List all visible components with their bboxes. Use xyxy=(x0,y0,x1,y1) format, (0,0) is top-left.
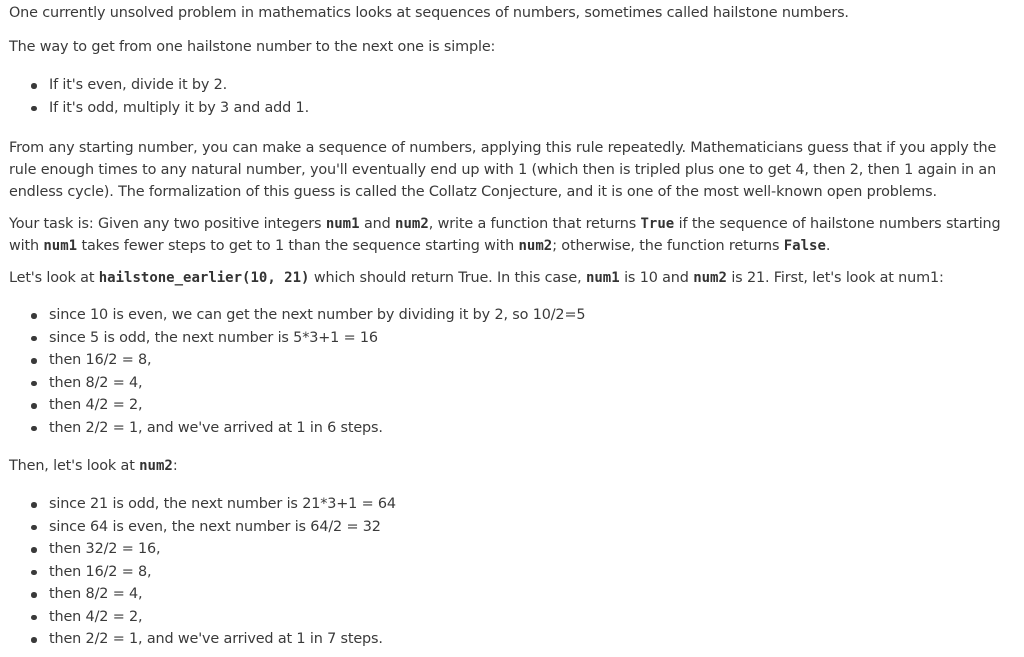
num1-step-item: since 5 is odd, the next number is 5*3+1 = 16 xyxy=(49,327,1009,350)
task-text: takes fewer steps to get to 1 than the sequence starting with xyxy=(77,238,519,254)
num2-step-item: since 64 is even, the next number is 64/2 = 32 xyxy=(49,516,1009,539)
num2-steps-list xyxy=(9,493,1009,651)
num2-step-item: then 32/2 = 16, xyxy=(49,538,1009,561)
example-text: is 21. First, let's look at num1: xyxy=(726,270,944,286)
num1-steps-list xyxy=(9,304,1009,439)
task-text: and xyxy=(359,216,396,232)
code-num2: num2 xyxy=(139,458,173,474)
task-text: if the sequence of hailstone numbers starting with xyxy=(9,216,1001,254)
num2-step-item: then 8/2 = 4, xyxy=(49,583,1009,606)
task-text: Your task is: Given any two positive integers xyxy=(9,216,326,232)
code-num1: num1 xyxy=(585,270,620,286)
num2-step-item: since 21 is odd, the next number is 21*3+1 = 64 xyxy=(49,493,1009,516)
task-text: , write a function that returns xyxy=(428,216,641,232)
num2-intro-text: Then, let's look at xyxy=(9,458,140,474)
example-paragraph xyxy=(9,267,1009,289)
code-true: True xyxy=(640,216,675,232)
num1-step-item: then 8/2 = 4, xyxy=(49,372,1009,395)
code-num1: num1 xyxy=(325,216,360,232)
num2-step-item: then 2/2 = 1, and we've arrived at 1 in 7 steps. xyxy=(49,628,1009,651)
code-num2: num2 xyxy=(518,238,553,254)
num1-step-item: then 16/2 = 8, xyxy=(49,349,1009,372)
conjecture-paragraph: From any starting number, you can make a sequence of numbers, applying this rule repeatedly. Mathematicians guess that if you apply the rule enough times to any natural number, you'll eventually end up with 1 (which then is tripled plus one to get 4, then 2, then 1 again in an endless cycle). The formalization of this guess is called the Collatz Conjecture, and it is one of the most well-known open problems. xyxy=(9,140,997,200)
rule-item-odd: If it's odd, multiply it by 3 and add 1. xyxy=(49,97,1009,120)
code-num2: num2 xyxy=(693,270,727,286)
task-paragraph xyxy=(9,213,1009,257)
num2-step-item: then 16/2 = 8, xyxy=(49,561,1009,584)
code-num2: num2 xyxy=(395,216,429,232)
intro-paragraph: One currently unsolved problem in mathematics looks at sequences of numbers, sometimes called hailstone numbers. xyxy=(9,5,849,21)
rule-item-even: If it's even, divide it by 2. xyxy=(49,74,1009,97)
rule-intro-paragraph: The way to get from one hailstone number to the next one is simple: xyxy=(9,39,496,55)
rules-list xyxy=(9,74,1009,119)
code-false: False xyxy=(783,238,826,254)
problem-description xyxy=(9,0,1009,651)
num1-step-item: then 2/2 = 1, and we've arrived at 1 in 6 steps. xyxy=(49,417,1009,440)
example-text: is 10 and xyxy=(619,270,694,286)
num2-step-item: then 4/2 = 2, xyxy=(49,606,1009,629)
task-text: . xyxy=(825,238,831,254)
example-text: Let's look at xyxy=(9,270,99,286)
num1-step-item: since 10 is even, we can get the next number by dividing it by 2, so 10/2=5 xyxy=(49,304,1009,327)
num1-step-item: then 4/2 = 2, xyxy=(49,394,1009,417)
num2-intro-paragraph xyxy=(9,455,1009,477)
num2-intro-text: : xyxy=(172,458,178,474)
task-text: ; otherwise, the function returns xyxy=(552,238,784,254)
code-num1: num1 xyxy=(43,238,78,254)
code-function-call: hailstone_earlier(10, 21) xyxy=(98,270,310,286)
example-text: which should return True. In this case, xyxy=(309,270,586,286)
